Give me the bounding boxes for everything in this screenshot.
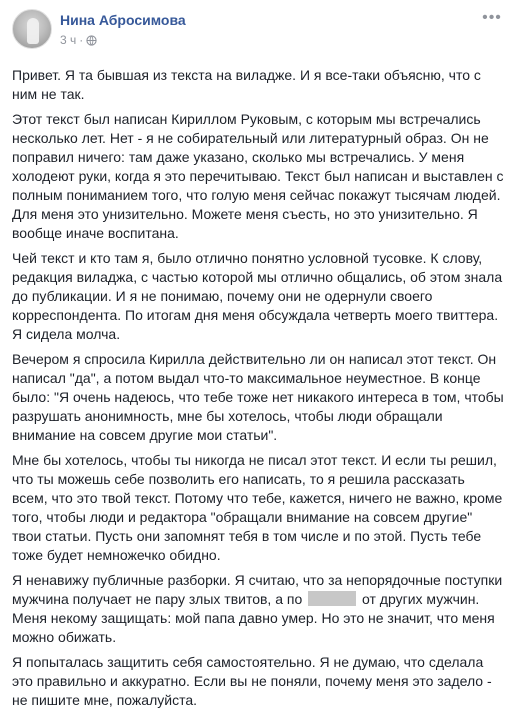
paragraph: Чей текст и кто там я, было отлично понятно условной тусовке. К слову, редакция виладжа, с частью которой мы отлично общались, об этом знала до публикации. И я не понимаю, почему они не одернули своего корреспондента. По итогам дня меня обсуждала четверть моего твиттера. Я сидела молча. xyxy=(12,250,503,342)
post-meta xyxy=(60,33,97,47)
paragraph: Мне бы хотелось, чтобы ты никогда не писал этот текст. И если ты решил, что ты можешь себе позволить его написать, то я решила рассказать всем, что это твой текст. Потому что тебе, кажется, ничего не важно, кроме того, чтобы люди и редактора "обращали внимание на совсем другие" твои статьи. Пусть они запомнят тебя в том числе и по этой. Пусть тебе тоже будет немножечко обидно. xyxy=(12,452,503,563)
redacted-block xyxy=(308,591,356,606)
globe-icon[interactable] xyxy=(86,35,97,46)
paragraph xyxy=(12,571,504,647)
post-body xyxy=(12,66,504,716)
meta-separator: · xyxy=(79,33,84,47)
paragraph: Вечером я спросила Кирилла действительно ли он написал этот текст. Он написал "да", а потом выдал что-то максимальное неуместное. В конце было: "Я очень надеюсь, что тебе тоже нет никакого интереса в том, чтобы разрушать анонимность, мне бы хотелось, чтобы люди обращали внимание на совсем другие мои статьи". xyxy=(12,351,504,443)
post-time[interactable]: 3 ч xyxy=(60,33,77,47)
paragraph: Этот текст был написан Кириллом Руковым, с которым мы встречались несколько лет. Нет - я не собирательный или литературный образ. Он не поправил ничего: там даже указано, сколько мы встречались. У меня холодеют руки, когда я это перечитываю. Текст был написан и выставлен с полным пониманием того, что голую меня сейчас покажут тысячам людей. Для меня это унизительно. Можете меня съесть, но это унизительно. Я вообще иначе воспитана. xyxy=(12,111,504,241)
avatar[interactable] xyxy=(12,9,52,49)
post-header xyxy=(12,9,502,53)
avatar-figure xyxy=(27,18,39,44)
author-name[interactable]: Нина Абросимова xyxy=(60,12,186,28)
more-options-icon[interactable]: ••• xyxy=(482,9,502,26)
paragraph-part: Я ненавижу публичные разборки. Я считаю, что за непорядочные поступки мужчина получает не пару злых твитов, а по xyxy=(12,572,503,607)
paragraph: Я попыталась защитить себя самостоятельно. Я не думаю, что сделала это правильно и аккуратно. Если вы не поняли, почему меня это задело - не пишите мне, пожалуйста. xyxy=(12,654,492,708)
paragraph-part: от других мужчин. Меня некому защищать: мой папа давно умер. Но это не значит, что меня можно обижать. xyxy=(12,591,495,645)
paragraph: Привет. Я та бывшая из текста на виладже. И я все-таки объясню, что с ним не так. xyxy=(12,67,481,102)
